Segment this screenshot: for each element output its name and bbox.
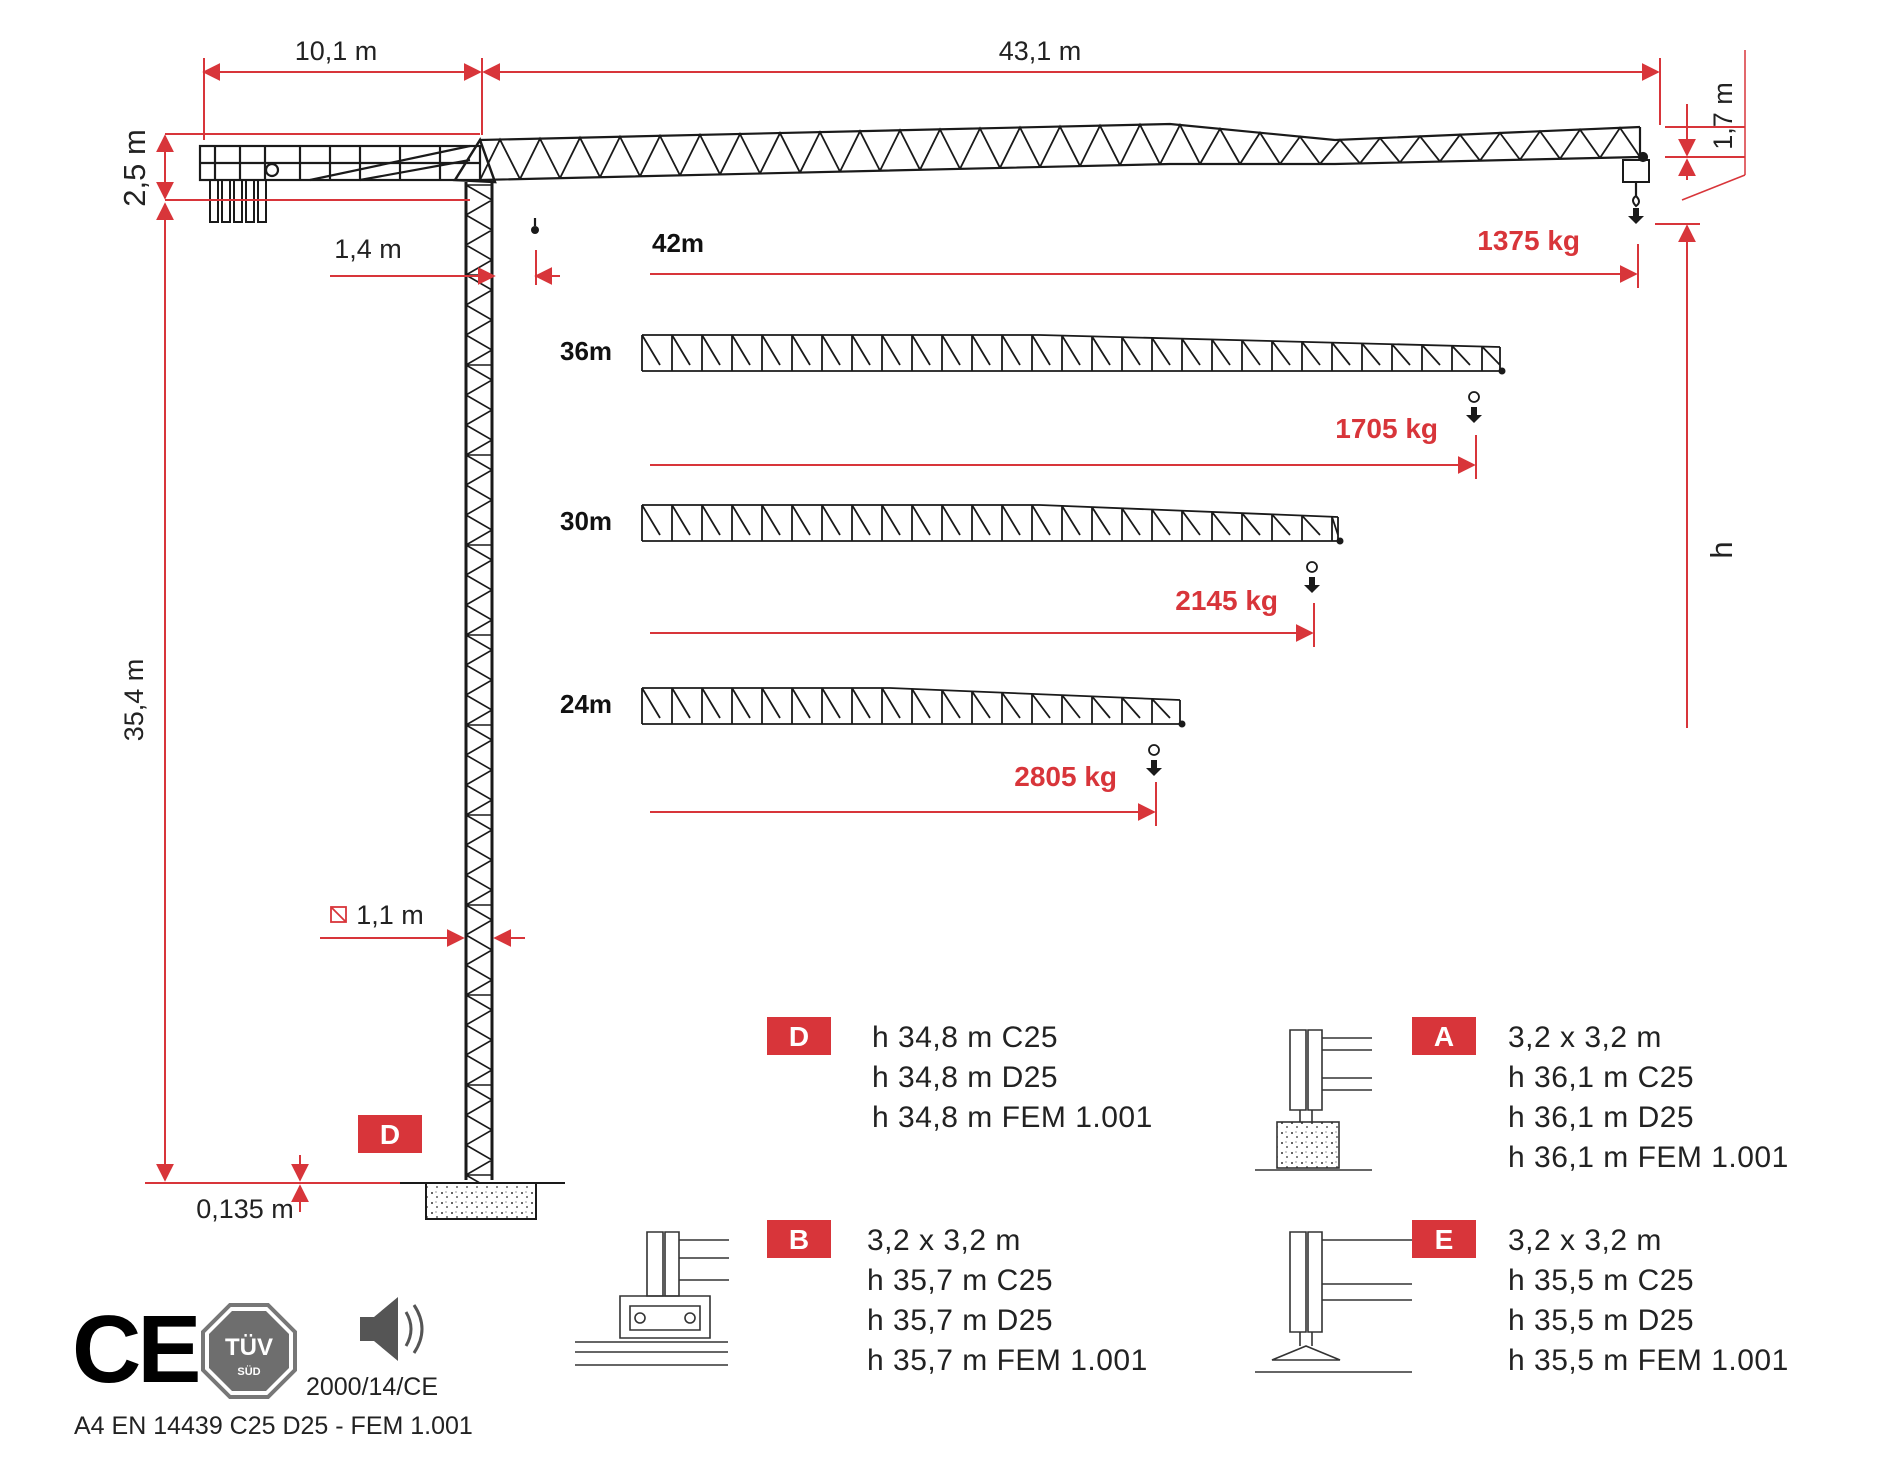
alt-jib-lattice <box>642 688 1180 724</box>
option-a-badge: A <box>1433 1021 1455 1052</box>
option-e <box>1255 1220 1789 1377</box>
jib-36-label: 36m <box>560 336 613 366</box>
foundation-badge <box>358 1115 422 1153</box>
sud-text: SÜD <box>237 1366 261 1378</box>
load-down-arrow <box>1466 407 1482 423</box>
alt-jib-tip <box>1179 721 1186 728</box>
alt-jib-hook-icon <box>1304 562 1320 593</box>
alt-jib-2 <box>642 505 1344 593</box>
tower-height-label: 35,4 m <box>119 658 149 742</box>
jib-24-label: 24m <box>560 689 613 719</box>
jib-30-label: 30m <box>560 506 613 536</box>
hook-block <box>1623 160 1649 224</box>
standards-line: A4 EN 14439 C25 D25 - FEM 1.001 <box>74 1412 473 1440</box>
counter-jib-length-label: 10,1 m <box>294 36 378 66</box>
height-symbol: h <box>1704 541 1739 559</box>
tuv-text: TÜV <box>225 1334 273 1361</box>
option-e-line-4: h 35,5 m FEM 1.001 <box>1508 1344 1789 1377</box>
alt-jib-tip <box>1499 368 1506 375</box>
hook-eye <box>1469 392 1479 402</box>
alt-jib-lattice <box>642 335 1500 371</box>
square-section-icon <box>331 907 346 922</box>
alt-jib-hook-icon <box>1146 745 1162 776</box>
option-b-line-1: 3,2 x 3,2 m <box>867 1224 1021 1257</box>
base-offset-label: 0,135 m <box>196 1194 294 1224</box>
jib-30-load: 2145 kg <box>1175 585 1278 616</box>
option-e-line-2: h 35,5 m C25 <box>1508 1264 1695 1297</box>
option-e-illustration <box>1255 1232 1412 1372</box>
alt-jib-lattice <box>642 505 1338 541</box>
jib-42-label: 42m <box>652 228 705 258</box>
option-b-line-3: h 35,7 m D25 <box>867 1304 1054 1337</box>
foundation-block <box>426 1183 536 1219</box>
option-d-line-3: h 34,8 m FEM 1.001 <box>872 1101 1153 1134</box>
option-a <box>1255 1017 1789 1174</box>
tower-mast <box>466 182 492 1205</box>
load-down-arrow <box>1304 577 1320 593</box>
hook-eye <box>1149 745 1159 755</box>
noise-directive: 2000/14/CE <box>305 1373 439 1401</box>
option-d-badge: D <box>788 1021 810 1052</box>
tuv-badge-icon <box>203 1305 295 1397</box>
option-d-line-1: h 34,8 m C25 <box>872 1021 1059 1054</box>
option-a-line-3: h 36,1 m D25 <box>1508 1101 1695 1134</box>
option-b-line-2: h 35,7 m C25 <box>867 1264 1054 1297</box>
option-a-line-1: 3,2 x 3,2 m <box>1508 1021 1662 1054</box>
main-jib <box>480 124 1647 180</box>
load-arrows <box>650 244 1638 826</box>
option-a-line-4: h 36,1 m FEM 1.001 <box>1508 1141 1789 1174</box>
alt-jib-top-chord <box>642 688 1180 700</box>
option-e-line-1: 3,2 x 3,2 m <box>1508 1224 1662 1257</box>
option-d <box>767 1017 1153 1134</box>
option-a-illustration <box>1255 1030 1372 1170</box>
foundation-badge-letter: D <box>379 1119 401 1150</box>
option-b-illustration <box>575 1232 729 1365</box>
jib-length-label: 43,1 m <box>998 36 1082 66</box>
alt-jib-tip <box>1337 538 1344 545</box>
mast-section-label: 1,1 m <box>356 900 424 930</box>
option-b-line-4: h 35,7 m FEM 1.001 <box>867 1344 1148 1377</box>
counter-jib-height-label: 2,5 m <box>117 129 152 207</box>
counter-jib <box>200 146 480 222</box>
hook-offset-label: 1,4 m <box>334 234 402 264</box>
jib-42-load: 1375 kg <box>1477 225 1580 256</box>
load-down-arrow <box>1146 760 1162 776</box>
alt-jib-hook-icon <box>1466 392 1482 423</box>
jib-36-load: 1705 kg <box>1335 413 1438 444</box>
speaker-icon <box>360 1297 422 1361</box>
option-a-line-2: h 36,1 m C25 <box>1508 1061 1695 1094</box>
near-tower-hook <box>531 218 539 234</box>
option-b-badge: B <box>788 1224 810 1255</box>
jib-24-load: 2805 kg <box>1014 761 1117 792</box>
hook-eye <box>1307 562 1317 572</box>
alt-jib-top-chord <box>642 335 1500 347</box>
jib-tip-height-label: 1,7 m <box>1708 82 1738 150</box>
alt-jib-1 <box>642 335 1506 423</box>
option-e-line-3: h 35,5 m D25 <box>1508 1304 1695 1337</box>
option-d-line-2: h 34,8 m D25 <box>872 1061 1059 1094</box>
option-e-badge: E <box>1434 1224 1454 1255</box>
ce-mark-icon: CE <box>72 1296 198 1403</box>
option-b <box>575 1220 1148 1377</box>
alt-jib-top-chord <box>642 505 1338 517</box>
alternative-jibs <box>642 335 1506 776</box>
